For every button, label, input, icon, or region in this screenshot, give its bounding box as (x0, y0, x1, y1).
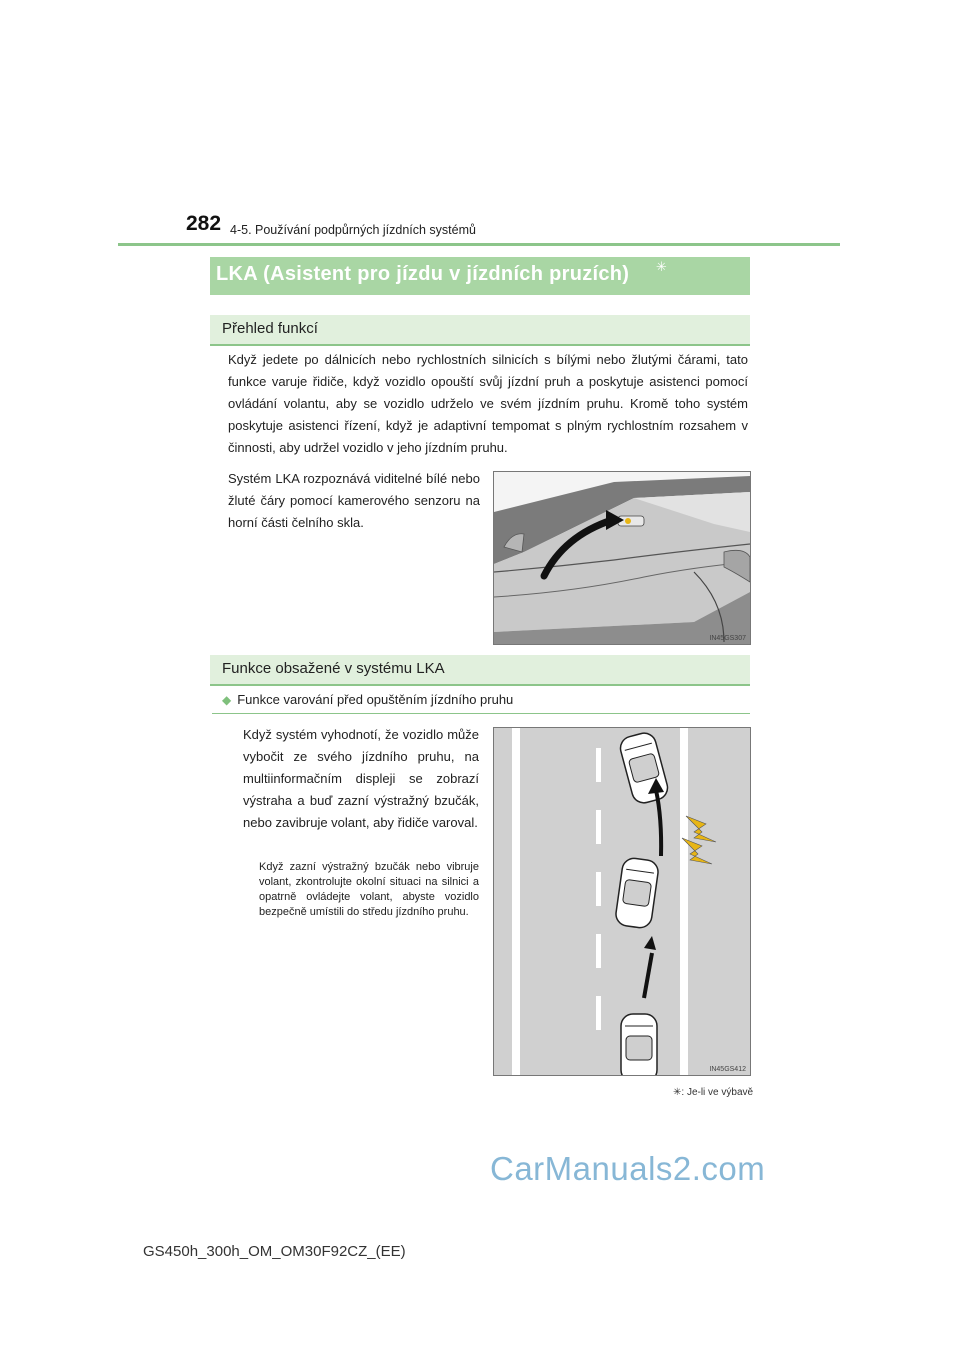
document-id: GS450h_300h_OM_OM30F92CZ_(EE) (143, 1243, 406, 1260)
warning-paragraph: Když systém vyhodnotí, že vozidlo může vybočit ze svého jízdního pruhu, na multiinformačním displeji se zobrazí výstraha a buď zazní výstražný bzučák, nebo zavibruje volant, aby řidiče varoval. (243, 727, 479, 830)
asterisk-icon: ✳ (656, 259, 667, 274)
asterisk-icon: ✳ (673, 1087, 682, 1098)
watermark: CarManuals2.com (490, 1150, 766, 1187)
header-divider (118, 243, 840, 246)
lane-departure-title: Funkce varování před opuštěním jízdního pruhu (237, 692, 514, 707)
figure-code: IN45GS412 (709, 1066, 746, 1073)
overview-heading-bar (210, 315, 750, 346)
chapter-title: 4-5. Používání podpůrných jízdních systémů (230, 223, 476, 237)
windshield-camera-figure (493, 471, 751, 645)
page-number: 282 (186, 212, 222, 235)
lane-departure-illustration (494, 728, 750, 1075)
overview-paragraph: Když jedete po dálnicích nebo rychlostních silnicích s bílými nebo žlutými čárami, tato funkce varuje řidiče, když vozidlo opouští svůj jízdní pruh a poskytuje asistenci pomocí ovládání volantu, aby se vozidlo udrželo ve svém jízdním pruhu. Kromě toho systém poskytuje asistenci řízení, když je adaptivní tempomat s plným rychlostním rozsahem v činnosti, aby udržel vozidlo v jeho jízdním pruhu. (228, 352, 748, 455)
warning-note: Když zazní výstražný bzučák nebo vibruje volant, zkontrolujte okolní situaci na silnici a opatrně ovládejte volant, abyste vozidlo bezpečně umístili do středu jízdního pruhu. (259, 861, 479, 918)
figure-code: IN45GS307 (709, 635, 746, 642)
functions-heading-bar (210, 655, 750, 686)
functions-heading: Funkce obsažené v systému LKA (222, 660, 445, 677)
windshield-illustration (494, 472, 750, 644)
lane-departure-subheading (222, 692, 513, 707)
footnote (673, 1087, 753, 1098)
section-banner (210, 257, 750, 295)
footnote-text: : Je-li ve výbavě (681, 1087, 754, 1098)
lane-departure-figure (493, 727, 751, 1076)
section-title: LKA (Asistent pro jízdu v jízdních pruzích) (216, 263, 630, 285)
diamond-bullet-icon: ◆ (222, 693, 232, 707)
detection-paragraph: Systém LKA rozpoznává viditelné bílé nebo žluté čáry pomocí kamerového senzoru na horní části čelního skla. (228, 471, 480, 530)
subheading-divider (212, 713, 750, 714)
overview-heading: Přehled funkcí (222, 320, 318, 337)
